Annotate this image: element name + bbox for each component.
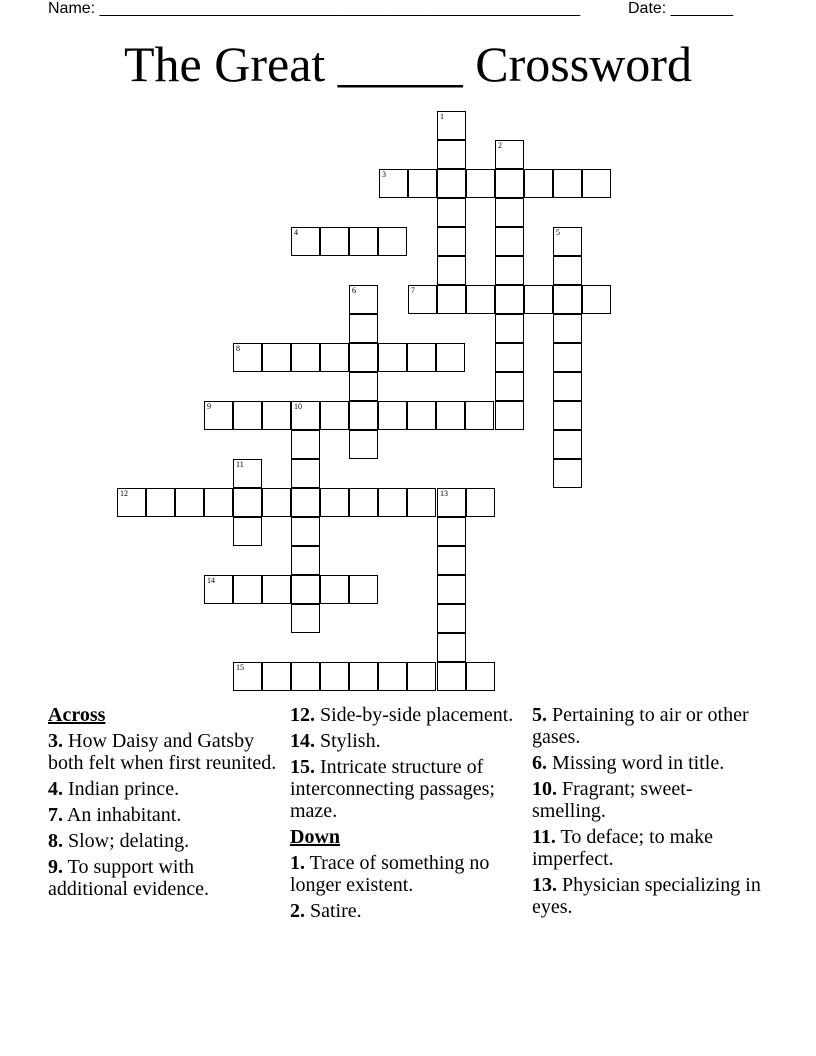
clue-number: 5 (556, 228, 560, 237)
crossword-cell[interactable] (553, 256, 582, 285)
clue-number: 13. (532, 874, 557, 896)
page-title: The Great _____ Crossword (124, 36, 692, 92)
crossword-cell[interactable] (146, 488, 175, 517)
crossword-cell[interactable] (408, 169, 437, 198)
crossword-cell[interactable] (553, 459, 582, 488)
date-field[interactable]: Date: _______ (628, 0, 733, 17)
crossword-cell[interactable] (407, 401, 436, 430)
crossword-cell[interactable] (175, 488, 204, 517)
down-heading: Down (290, 826, 341, 848)
crossword-cell[interactable] (437, 517, 466, 546)
crossword-cell[interactable] (204, 575, 233, 604)
clue-number: 5. (532, 704, 547, 726)
clue-number: 13 (440, 489, 448, 498)
crossword-cell[interactable] (291, 227, 320, 256)
crossword-cell[interactable] (407, 343, 436, 372)
crossword-cell[interactable] (465, 401, 494, 430)
crossword-cell[interactable] (495, 314, 524, 343)
crossword-cell[interactable] (204, 401, 233, 430)
name-field[interactable]: Name: ______________________________________________________ (48, 0, 581, 17)
crossword-cell[interactable] (117, 488, 146, 517)
crossword-cell[interactable] (233, 517, 262, 546)
clue-number: 14. (290, 730, 315, 752)
clue-number: 11. (532, 826, 556, 848)
clue-text: How Daisy and Gatsby both felt when first reunited. (48, 730, 277, 774)
clue-text: To support with additional evidence. (48, 856, 210, 900)
crossword-cell[interactable] (437, 285, 466, 314)
crossword-cell[interactable] (582, 169, 611, 198)
clue-item (290, 730, 520, 752)
crossword-cell[interactable] (466, 488, 495, 517)
crossword-cell[interactable] (320, 575, 349, 604)
crossword-cell[interactable] (349, 575, 378, 604)
crossword-cell[interactable] (495, 285, 524, 314)
clue-text: Physician specializing in eyes. (532, 874, 761, 918)
crossword-cell[interactable] (320, 488, 349, 517)
clue-text: Stylish. (315, 730, 381, 752)
crossword-cell[interactable] (262, 401, 291, 430)
crossword-cell[interactable] (407, 488, 436, 517)
crossword-cell[interactable] (349, 488, 378, 517)
clue-number: 9 (207, 402, 211, 411)
clues-column-3 (532, 704, 762, 922)
crossword-cell[interactable] (291, 575, 320, 604)
crossword-cell[interactable] (204, 488, 233, 517)
clue-text: Satire. (305, 900, 362, 922)
clues-section (48, 704, 768, 1034)
clues-column-1 (48, 704, 278, 904)
crossword-cell[interactable] (553, 314, 582, 343)
clue-text: Missing word in title. (547, 752, 725, 774)
crossword-cell[interactable] (437, 633, 466, 662)
crossword-cell[interactable] (495, 227, 524, 256)
clue-number: 10. (532, 778, 557, 800)
crossword-cell[interactable] (553, 285, 582, 314)
crossword-cell[interactable] (437, 198, 466, 227)
clue-text: Trace of something no longer existent. (290, 852, 490, 896)
clue-item (48, 856, 278, 900)
clue-number: 15 (236, 663, 244, 672)
crossword-cell[interactable] (233, 459, 262, 488)
crossword-cell[interactable] (524, 169, 553, 198)
crossword-cell[interactable] (233, 488, 262, 517)
clue-text: An inhabitant. (63, 804, 182, 826)
clue-number: 2. (290, 900, 305, 922)
crossword-cell[interactable] (553, 169, 582, 198)
crossword-cell[interactable] (553, 401, 582, 430)
crossword-cell[interactable] (262, 662, 291, 691)
clue-item (48, 804, 278, 826)
clue-text: Intricate structure of interconnecting passages; maze. (290, 756, 495, 822)
crossword-cell[interactable] (524, 285, 553, 314)
clue-number: 1 (440, 112, 444, 121)
clue-item (48, 730, 278, 774)
crossword-cell[interactable] (291, 517, 320, 546)
clue-text: Fragrant; sweet-smelling. (532, 778, 693, 822)
crossword-cell[interactable] (320, 662, 349, 691)
clue-item (532, 874, 762, 918)
crossword-cell[interactable] (291, 343, 320, 372)
clue-item (290, 852, 520, 896)
crossword-cell[interactable] (349, 343, 378, 372)
crossword-cell[interactable] (378, 343, 407, 372)
crossword-cell[interactable] (553, 227, 582, 256)
crossword-cell[interactable] (349, 662, 378, 691)
crossword-cell[interactable] (378, 662, 407, 691)
crossword-cell[interactable] (495, 372, 524, 401)
clue-text: Slow; delating. (63, 830, 190, 852)
clue-number: 8 (236, 344, 240, 353)
crossword-cell[interactable] (437, 546, 466, 575)
crossword-cell[interactable] (436, 343, 465, 372)
clue-text: Indian prince. (63, 778, 180, 800)
crossword-cell[interactable] (378, 227, 407, 256)
clue-item (532, 704, 762, 748)
clue-number: 4. (48, 778, 63, 800)
crossword-cell[interactable] (437, 604, 466, 633)
crossword-cell[interactable] (349, 314, 378, 343)
clue-number: 3. (48, 730, 63, 752)
crossword-cell[interactable] (436, 401, 465, 430)
crossword-cell[interactable] (291, 546, 320, 575)
crossword-cell[interactable] (495, 401, 524, 430)
clue-item (532, 752, 762, 774)
across-heading: Across (48, 704, 106, 726)
crossword-cell[interactable] (349, 430, 378, 459)
clue-number: 15. (290, 756, 315, 778)
clue-number: 11 (236, 460, 244, 469)
crossword-cell[interactable] (582, 285, 611, 314)
crossword-cell[interactable] (291, 401, 320, 430)
crossword-cell[interactable] (379, 169, 408, 198)
clue-number: 2 (498, 141, 502, 150)
clue-number: 6 (352, 286, 356, 295)
crossword-cell[interactable] (553, 343, 582, 372)
clue-number: 1. (290, 852, 305, 874)
clue-number: 4 (294, 228, 298, 237)
crossword-cell[interactable] (408, 285, 437, 314)
crossword-cell[interactable] (349, 227, 378, 256)
clue-item (290, 900, 520, 922)
clue-item (532, 826, 762, 870)
clue-number: 7 (411, 286, 415, 295)
crossword-cell[interactable] (291, 488, 320, 517)
crossword-cell[interactable] (262, 575, 291, 604)
crossword-cell[interactable] (233, 343, 262, 372)
crossword-cell[interactable] (466, 662, 495, 691)
crossword-cell[interactable] (437, 575, 466, 604)
crossword-cell[interactable] (437, 488, 466, 517)
crossword-cell[interactable] (495, 256, 524, 285)
clue-number: 3 (382, 170, 386, 179)
clue-number: 12 (120, 489, 128, 498)
crossword-cell[interactable] (291, 459, 320, 488)
clue-item (532, 778, 762, 822)
crossword-cell[interactable] (437, 111, 466, 140)
crossword-cell[interactable] (437, 256, 466, 285)
clue-number: 14 (207, 576, 215, 585)
clue-number: 12. (290, 704, 315, 726)
crossword-cell[interactable] (320, 343, 349, 372)
crossword-cell[interactable] (407, 662, 436, 691)
crossword-cell[interactable] (291, 430, 320, 459)
crossword-cell[interactable] (233, 662, 262, 691)
crossword-cell[interactable] (233, 401, 262, 430)
clue-item (48, 778, 278, 800)
clue-number: 8. (48, 830, 63, 852)
crossword-cell[interactable] (349, 401, 378, 430)
crossword-cell[interactable] (495, 343, 524, 372)
crossword-cell[interactable] (437, 227, 466, 256)
crossword-cell[interactable] (495, 198, 524, 227)
crossword-cell[interactable] (437, 140, 466, 169)
crossword-cell[interactable] (349, 285, 378, 314)
clue-item (290, 756, 520, 822)
crossword-cell[interactable] (466, 169, 495, 198)
crossword-cell[interactable] (291, 662, 320, 691)
crossword-cell[interactable] (262, 488, 291, 517)
crossword-cell[interactable] (320, 401, 349, 430)
crossword-cell[interactable] (349, 372, 378, 401)
crossword-cell[interactable] (437, 169, 466, 198)
clue-text: Pertaining to air or other gases. (532, 704, 749, 748)
clue-number: 9. (48, 856, 63, 878)
clue-number: 6. (532, 752, 547, 774)
crossword-cell[interactable] (291, 604, 320, 633)
clue-text: Side-by-side placement. (315, 704, 514, 726)
crossword-cell[interactable] (466, 285, 495, 314)
crossword-cell[interactable] (495, 169, 524, 198)
crossword-cell[interactable] (262, 343, 291, 372)
crossword-cell[interactable] (320, 227, 349, 256)
crossword-cell[interactable] (378, 488, 407, 517)
clue-number: 10 (294, 402, 302, 411)
crossword-cell[interactable] (553, 430, 582, 459)
clue-item (48, 830, 278, 852)
clue-text: To deface; to make imperfect. (532, 826, 713, 870)
crossword-cell[interactable] (437, 662, 466, 691)
clue-number: 7. (48, 804, 63, 826)
clue-item (290, 704, 520, 726)
crossword-cell[interactable] (553, 372, 582, 401)
crossword-cell[interactable] (495, 140, 524, 169)
clues-column-2 (290, 704, 520, 926)
crossword-cell[interactable] (233, 575, 262, 604)
crossword-cell[interactable] (378, 401, 407, 430)
